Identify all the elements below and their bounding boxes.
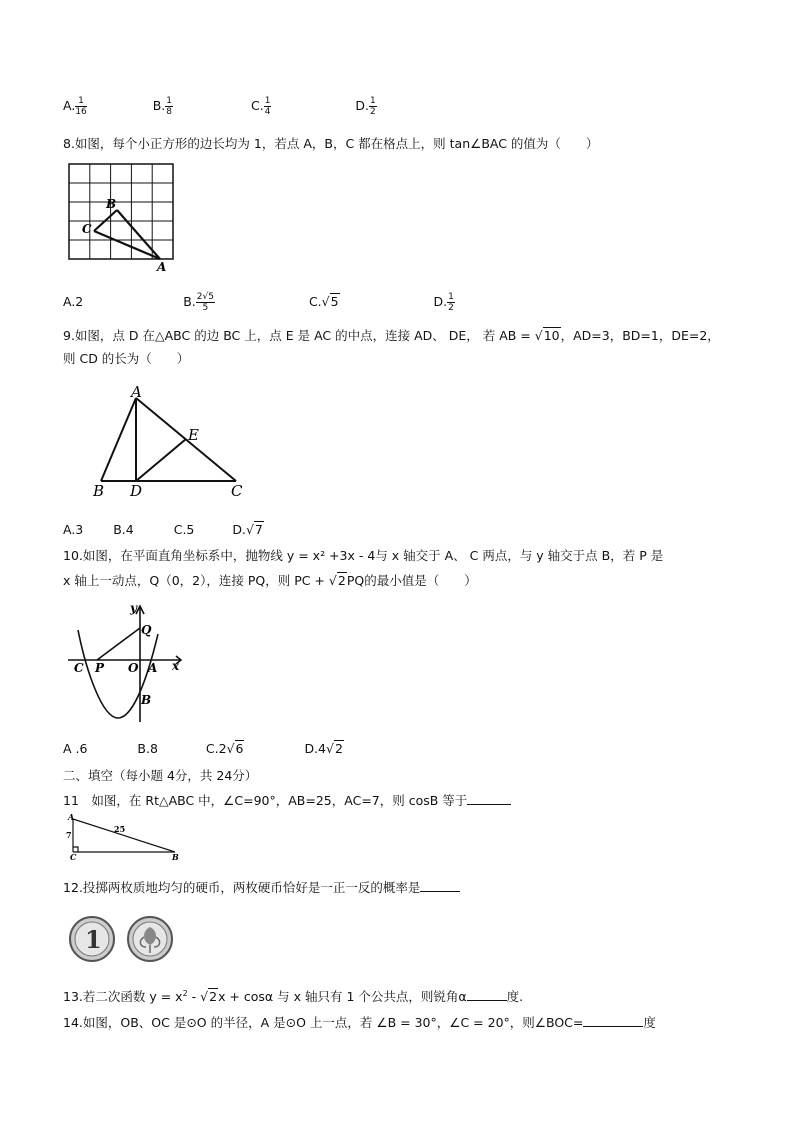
q13-stem: 13.若二次函数 $y = x^2 - √2x + \cos\alpha$ 与 x 轴只有 1 个公共点，则锐角α 度. [63,988,524,1004]
q9-option-a: A.3 [63,522,84,537]
q11-stem: 11 如图，在 Rt△ABC 中，∠C=90°，AB=25，AC=7，则 cosB 等于 [63,791,511,809]
q10-label-p: P [95,661,105,675]
q9-option-b: B.4 [113,522,134,537]
q13-answer-blank[interactable] [467,988,507,1001]
q8-stem: 8.如图，每个小正方形的边长均为 1，若点 A，B，C 都在格点上，则 tan∠BAC 的值为（ ） [63,136,599,151]
q10-label-a: A [148,661,158,675]
q8-option-d: D. $\frac{1}{2}$ [433,292,454,313]
q9-label-a: A [131,384,142,401]
q8-option-c: C.√5 [308,294,339,309]
q11-label-ac: 7 [66,830,72,840]
coin-tails-icon [128,917,172,961]
q9-option-c: C.5 [173,522,195,537]
q11-label-b: B [172,852,179,862]
coin-heads-icon [70,917,114,961]
q14-stem: 14.如图，OB、OC 是⊙O 的半径，A 是⊙O 上一点，若 ∠B = 30°，∠C = 20°，则∠BOC= 度 [63,1015,656,1030]
q10-label-b: B [141,693,152,707]
q9-options [63,522,264,537]
q9-label-c: C [231,482,243,500]
q10-option-b: B.8 [137,741,158,756]
q9-label-b: B [93,482,105,500]
q10-label-q: Q [141,623,152,637]
q10-option-a: A .6 [63,741,88,756]
q10-label-o: O [128,661,139,675]
q9-stem-line1: 9.如图，点 D 在△ABC 的边 BC 上，点 E 是 AC 的中点，连接 AD、 DE， 若 AB = √10，AD=3，BD=1，DE=2， [63,328,720,343]
q12-coins-figure [68,915,178,963]
q8-options [63,292,455,313]
q11-label-a: A [68,812,75,822]
q7-option-a: A. $\frac{1}{16}$ [63,96,87,117]
q10-stem-line1: 10.如图，在平面直角坐标系中，抛物线 y = x² +3x - 4与 x 轴交于 A、 C 两点，与 y 轴交于点 B，若 P 是 [63,548,664,563]
q9-label-e: E [188,426,199,444]
q12-stem: 12.投掷两枚质地均匀的硬币，两枚硬币恰好是一正一反的概率是 [63,878,460,896]
q11-label-c: C [70,852,77,862]
q11-triangle-figure [62,812,186,862]
section-heading: 二、填空（每小题 4分，共 24分） [63,768,258,783]
q8-option-a: A.2 [63,294,84,309]
q7-option-c: C. $\frac{1}{4}$ [251,96,271,117]
q8-label-b: B [106,197,117,211]
q14-answer-blank[interactable] [583,1014,643,1027]
q10-option-c: C.2√6 [205,741,244,756]
q9-option-d: D.√7 [232,522,263,537]
q8-label-a: A [157,260,167,272]
q9-triangle-figure [88,384,253,500]
q9-stem-line2: 则 CD 的长为（ ） [63,351,190,366]
q10-label-x: x [172,659,180,673]
q8-grid-figure [62,160,182,272]
q10-parabola-figure [64,600,188,726]
q10-label-c: C [74,661,84,675]
q10-stem-line2: x 轴上一动点，Q（0，2），连接 PQ，则 PC + √2PQ的最小值是（ ） [63,573,477,588]
q10-options [63,741,344,756]
q11-label-ab: 25 [114,824,126,834]
q10-label-y: y [130,601,137,615]
coin-numeral: 1 [85,925,102,954]
q7-option-b: B. $\frac{1}{8}$ [152,96,173,117]
q8-option-b: B. $\frac{2√5}{5}$ [183,292,214,313]
q10-option-d: D.4√2 [304,741,343,756]
q7-options [63,96,377,117]
q11-answer-blank[interactable] [467,792,511,805]
q7-option-d: D. $\frac{1}{2}$ [355,96,376,117]
q8-label-c: C [82,222,92,236]
q12-answer-blank[interactable] [420,879,460,892]
q9-label-d: D [130,482,143,500]
